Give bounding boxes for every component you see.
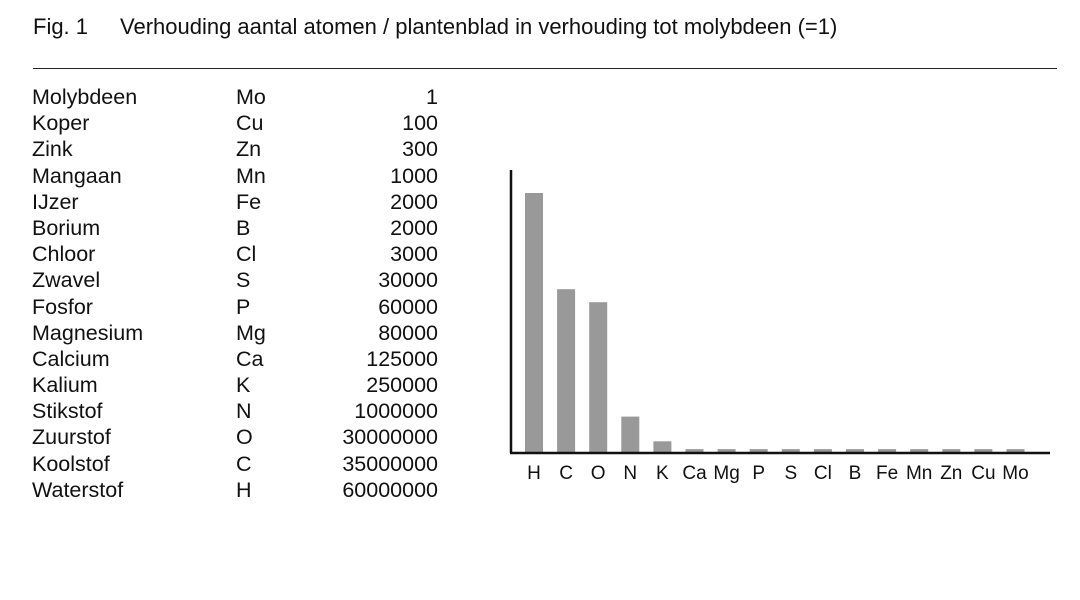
- element-ratio: 30000: [378, 268, 438, 293]
- element-symbol: H: [236, 477, 252, 502]
- tick-label-o: O: [590, 463, 606, 484]
- element-name: Waterstof: [32, 477, 124, 502]
- tick-label-cu: Cu: [971, 463, 996, 484]
- tick-label-mg: Mg: [713, 463, 740, 484]
- element-ratio: 80000: [378, 320, 438, 345]
- tick-label-zn: Zn: [940, 463, 963, 484]
- element-ratio: 1000000: [354, 399, 438, 424]
- figure-label: Fig. 1: [33, 14, 89, 39]
- bar-n: [621, 417, 639, 453]
- element-symbol: Mo: [236, 85, 266, 109]
- element-symbol: P: [236, 294, 251, 319]
- bar-c: [557, 289, 575, 453]
- chart-bars: [525, 193, 1025, 453]
- tick-label-cl: Cl: [813, 463, 832, 484]
- tick-label-s: S: [784, 463, 798, 484]
- element-symbol: Fe: [236, 189, 262, 214]
- element-symbol: N: [236, 399, 252, 424]
- bar-o: [589, 302, 607, 453]
- element-symbol: S: [236, 268, 251, 293]
- element-symbol: O: [236, 425, 253, 450]
- element-name: Stikstof: [32, 399, 103, 424]
- element-name: Zuurstof: [32, 425, 111, 450]
- element-ratio: 300: [402, 137, 438, 162]
- element-ratio: 1: [426, 85, 438, 109]
- tick-label-n: N: [623, 463, 638, 484]
- bar-h: [525, 193, 543, 453]
- element-name: Borium: [32, 215, 101, 240]
- element-ratio: 3000: [390, 242, 438, 267]
- tick-label-mo: Mo: [1002, 463, 1029, 484]
- element-symbol: Cu: [236, 111, 264, 136]
- element-name: Mangaan: [32, 163, 122, 188]
- tick-label-mn: Mn: [905, 463, 933, 484]
- element-ratio: 125000: [366, 346, 438, 371]
- element-ratio: 30000000: [342, 425, 438, 450]
- element-name: Zwavel: [32, 268, 101, 293]
- element-name: Zink: [32, 137, 73, 162]
- element-ratio: 60000000: [342, 477, 438, 502]
- element-name: Chloor: [32, 242, 96, 267]
- element-ratio: 2000: [390, 215, 438, 240]
- element-name: Fosfor: [32, 294, 93, 319]
- tick-label-k: K: [656, 463, 669, 484]
- element-symbol: K: [236, 373, 251, 398]
- bar-k: [653, 441, 671, 453]
- element-ratio: 1000: [390, 163, 438, 188]
- tick-label-fe: Fe: [876, 463, 899, 484]
- element-ratio: 60000: [378, 294, 438, 319]
- element-ratio: 2000: [390, 189, 438, 214]
- element-symbol: B: [236, 215, 251, 240]
- element-name: Koolstof: [32, 451, 110, 476]
- element-name: IJzer: [32, 189, 79, 214]
- element-name: Molybdeen: [32, 85, 138, 109]
- element-name: Calcium: [32, 346, 110, 371]
- element-name: Kalium: [32, 373, 98, 398]
- element-symbol: Mn: [236, 163, 266, 188]
- element-ratio: 250000: [366, 373, 438, 398]
- element-ratio: 100: [402, 111, 438, 136]
- tick-label-ca: Ca: [682, 463, 707, 484]
- tick-label-b: B: [848, 463, 862, 484]
- tick-label-h: H: [527, 463, 541, 484]
- element-name: Magnesium: [32, 320, 144, 345]
- element-symbol: Cl: [236, 242, 257, 267]
- figure-title: Verhouding aantal atomen / plantenblad in verhouding tot molybdeen (=1): [120, 14, 838, 39]
- tick-label-p: P: [752, 463, 766, 484]
- element-name: Koper: [32, 111, 90, 136]
- element-ratio: 35000000: [342, 451, 438, 476]
- element-symbol: Ca: [236, 346, 264, 371]
- element-symbol: Mg: [236, 320, 266, 345]
- tick-label-c: C: [559, 463, 573, 484]
- chart-tick-labels: [527, 463, 1029, 484]
- element-symbol: Zn: [236, 137, 262, 162]
- element-symbol: C: [236, 451, 252, 476]
